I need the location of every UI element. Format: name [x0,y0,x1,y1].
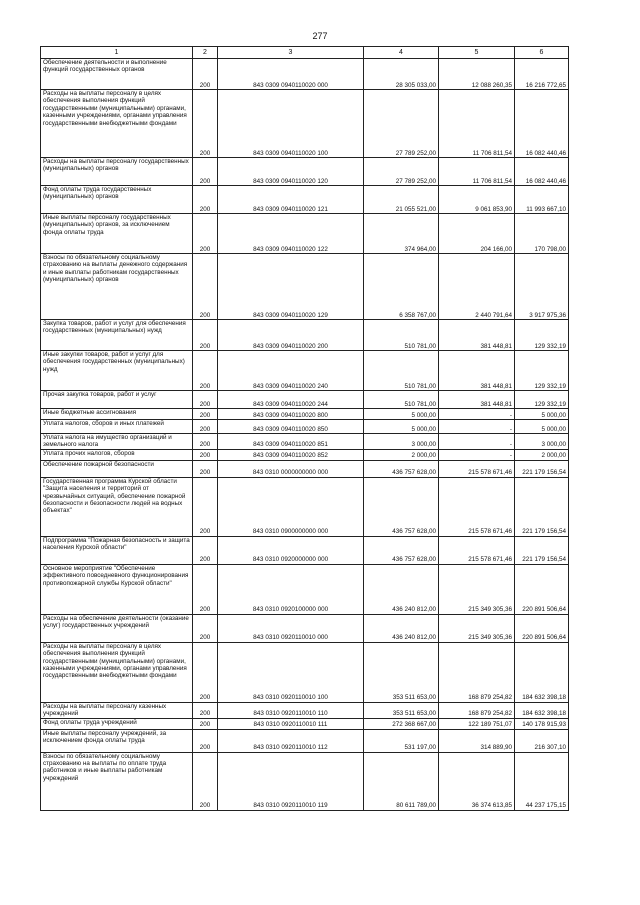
row-rest: 220 891 506,64 [515,564,569,614]
row-name: Уплата налога на имущество организаций и земельного налога [41,434,193,450]
row-code: 200 [193,614,218,642]
budget-table [40,46,569,811]
row-name: Иные выплаты персоналу государственных (муниципальных) органов, за исключением фонда оплаты труда [41,214,193,254]
row-name: Уплата налогов, сборов и иных платежей [41,420,193,434]
row-name: Расходы на выплаты персоналу казенных учреждений [41,702,193,718]
row-kbk: 843 0309 0940110020 122 [218,214,364,254]
row-plan: 531 197,00 [364,729,439,752]
row-kbk: 843 0309 0940110020 000 [218,59,364,90]
row-plan: 353 511 653,00 [364,702,439,718]
row-name: Взносы по обязательному социальному страхованию на выплаты денежного содержания и иные выплаты работникам государственных (муниципальных) органов [41,254,193,320]
row-rest: 16 216 772,65 [515,59,569,90]
row-name: Фонд оплаты труда учреждений [41,718,193,729]
table-row [41,536,569,564]
row-kbk: 843 0310 0000000000 000 [218,460,364,477]
row-plan: 436 757 628,00 [364,460,439,477]
row-exec: 11 706 811,54 [439,90,515,158]
row-kbk: 843 0310 0920110010 110 [218,702,364,718]
row-code: 200 [193,214,218,254]
row-exec: 9 061 853,90 [439,186,515,214]
row-code: 200 [193,409,218,420]
row-kbk: 843 0309 0940110020 121 [218,186,364,214]
row-exec: 381 448,81 [439,351,515,391]
row-rest: 216 307,10 [515,729,569,752]
row-plan: 21 055 521,00 [364,186,439,214]
row-name: Расходы на выплаты персоналу в целях обеспечения выполнения функций государственными (муниципальными) органами, казенными учреждениями, органами управления государственными внебюджетными фондами [41,90,193,158]
header-col-3: 3 [218,47,364,59]
row-code: 200 [193,564,218,614]
row-name: Государственная программа Курской области "Защита населения и территорий от чрезвычайных ситуаций, обеспечение пожарной безопасности и безопасности людей на водных объектах" [41,477,193,536]
table-row [41,409,569,420]
row-code: 200 [193,642,218,702]
row-plan: 272 368 667,00 [364,718,439,729]
table-row [41,158,569,186]
row-plan: 6 358 767,00 [364,254,439,320]
row-kbk: 843 0309 0940110020 851 [218,434,364,450]
row-plan: 436 757 628,00 [364,536,439,564]
table-row [41,391,569,409]
row-plan: 436 757 628,00 [364,477,439,536]
row-rest: 3 000,00 [515,434,569,450]
row-exec: 2 440 791,64 [439,254,515,320]
row-exec: 215 578 671,46 [439,460,515,477]
row-rest: 11 993 667,10 [515,186,569,214]
row-rest: 184 632 398,18 [515,642,569,702]
row-plan: 374 964,00 [364,214,439,254]
table-row [41,420,569,434]
row-exec: 215 578 671,46 [439,536,515,564]
row-kbk: 843 0310 0920110010 000 [218,614,364,642]
row-name: Расходы на выплаты персоналу государственных (муниципальных) органов [41,158,193,186]
row-exec: - [439,420,515,434]
row-rest: 221 179 156,54 [515,536,569,564]
row-code: 200 [193,449,218,460]
row-exec: - [439,449,515,460]
row-exec: 215 349 305,36 [439,614,515,642]
row-plan: 28 305 033,00 [364,59,439,90]
row-exec: 215 578 671,46 [439,477,515,536]
row-code: 200 [193,477,218,536]
row-name: Иные бюджетные ассигнования [41,409,193,420]
row-code: 200 [193,254,218,320]
row-code: 200 [193,718,218,729]
row-rest: 129 332,19 [515,351,569,391]
row-code: 200 [193,434,218,450]
row-code: 200 [193,702,218,718]
row-plan: 510 781,00 [364,391,439,409]
table-row [41,477,569,536]
row-rest: 220 891 506,64 [515,614,569,642]
row-exec: 122 189 751,07 [439,718,515,729]
row-kbk: 843 0309 0940110020 129 [218,254,364,320]
row-code: 200 [193,186,218,214]
table-row [41,90,569,158]
row-plan: 5 000,00 [364,409,439,420]
header-col-1: 1 [41,47,193,59]
row-kbk: 843 0310 0920110010 112 [218,729,364,752]
row-kbk: 843 0310 0920000000 000 [218,536,364,564]
header-col-4: 4 [364,47,439,59]
row-code: 200 [193,158,218,186]
row-plan: 353 511 653,00 [364,642,439,702]
table-row [41,186,569,214]
row-exec: 12 088 260,35 [439,59,515,90]
row-rest: 5 000,00 [515,420,569,434]
row-kbk: 843 0309 0940110020 852 [218,449,364,460]
row-plan: 510 781,00 [364,320,439,351]
row-code: 200 [193,351,218,391]
row-code: 200 [193,320,218,351]
row-rest: 5 000,00 [515,409,569,420]
row-kbk: 843 0309 0940110020 850 [218,420,364,434]
row-exec: 168 879 254,82 [439,642,515,702]
table-row [41,59,569,90]
table-row [41,614,569,642]
row-exec: 314 889,90 [439,729,515,752]
row-plan: 5 000,00 [364,420,439,434]
row-rest: 3 917 975,36 [515,254,569,320]
table-row [41,718,569,729]
row-code: 200 [193,59,218,90]
row-kbk: 843 0309 0940110020 120 [218,158,364,186]
row-name: Подпрограмма "Пожарная безопасность и защита населения Курской области" [41,536,193,564]
row-name: Основное мероприятие "Обеспечение эффективного повседневного функционирования противопожарной службы Курской области" [41,564,193,614]
table-row [41,449,569,460]
table-row [41,642,569,702]
row-code: 200 [193,391,218,409]
header-row [41,47,569,59]
row-kbk: 843 0309 0940110020 800 [218,409,364,420]
row-kbk: 843 0309 0940110020 200 [218,320,364,351]
row-code: 200 [193,752,218,810]
row-rest: 44 237 175,15 [515,752,569,810]
row-kbk: 843 0309 0940110020 100 [218,90,364,158]
row-plan: 3 000,00 [364,434,439,450]
row-name: Прочая закупка товаров, работ и услуг [41,391,193,409]
row-rest: 16 082 440,46 [515,158,569,186]
row-code: 200 [193,536,218,564]
table-row [41,702,569,718]
row-kbk: 843 0310 0920100000 000 [218,564,364,614]
page-number: 277 [312,31,328,41]
row-exec: 168 879 254,82 [439,702,515,718]
row-kbk: 843 0310 0920110010 100 [218,642,364,702]
row-exec: 11 706 811,54 [439,158,515,186]
row-exec: 204 166,00 [439,214,515,254]
table-row [41,564,569,614]
row-plan: 510 781,00 [364,351,439,391]
header-col-2: 2 [193,47,218,59]
row-code: 200 [193,729,218,752]
row-name: Уплата прочих налогов, сборов [41,449,193,460]
header-col-6: 6 [515,47,569,59]
row-code: 200 [193,460,218,477]
row-plan: 436 240 812,00 [364,614,439,642]
row-kbk: 843 0309 0940110020 244 [218,391,364,409]
row-name: Закупка товаров, работ и услуг для обеспечения государственных (муниципальных) нужд [41,320,193,351]
table-row [41,729,569,752]
row-rest: 129 332,19 [515,391,569,409]
row-plan: 2 000,00 [364,449,439,460]
row-rest: 2 000,00 [515,449,569,460]
row-exec: - [439,409,515,420]
row-rest: 184 632 398,18 [515,702,569,718]
row-kbk: 843 0309 0940110020 240 [218,351,364,391]
row-plan: 80 611 789,00 [364,752,439,810]
row-plan: 436 240 812,00 [364,564,439,614]
row-name: Расходы на выплаты персоналу в целях обеспечения выполнения функций государственными (муниципальными) органами, казенными учреждениями, органами управления государственными внебюджетными фондами [41,642,193,702]
table-row [41,214,569,254]
row-name: Взносы по обязательному социальному страхованию на выплаты по оплате труда работников и иные выплаты работникам учреждений [41,752,193,810]
row-code: 200 [193,420,218,434]
row-name: Фонд оплаты труда государственных (муниципальных) органов [41,186,193,214]
row-name: Расходы на обеспечение деятельности (оказание услуг) государственных учреждений [41,614,193,642]
row-rest: 170 798,00 [515,214,569,254]
row-exec: - [439,434,515,450]
row-rest: 221 179 156,54 [515,477,569,536]
row-kbk: 843 0310 0920110010 111 [218,718,364,729]
row-exec: 381 448,81 [439,320,515,351]
row-exec: 215 349 305,36 [439,564,515,614]
row-rest: 129 332,19 [515,320,569,351]
table-row [41,351,569,391]
row-name: Обеспечение деятельности и выполнение функций государственных органов [41,59,193,90]
row-rest: 140 178 915,93 [515,718,569,729]
table-row [41,254,569,320]
row-name: Иные выплаты персоналу учреждений, за исключением фонда оплаты труда [41,729,193,752]
row-kbk: 843 0310 0920110010 119 [218,752,364,810]
row-plan: 27 789 252,00 [364,90,439,158]
row-exec: 381 448,81 [439,391,515,409]
row-exec: 36 374 613,85 [439,752,515,810]
row-name: Обеспечение пожарной безопасности [41,460,193,477]
row-kbk: 843 0310 0900000000 000 [218,477,364,536]
table-row [41,434,569,450]
table-body [41,59,569,811]
row-rest: 221 179 156,54 [515,460,569,477]
row-rest: 16 082 440,46 [515,90,569,158]
table-row [41,752,569,810]
table-row [41,320,569,351]
row-name: Иные закупки товаров, работ и услуг для обеспечения государственных (муниципальных) нужд [41,351,193,391]
row-plan: 27 789 252,00 [364,158,439,186]
header-col-5: 5 [439,47,515,59]
table-row [41,460,569,477]
row-code: 200 [193,90,218,158]
